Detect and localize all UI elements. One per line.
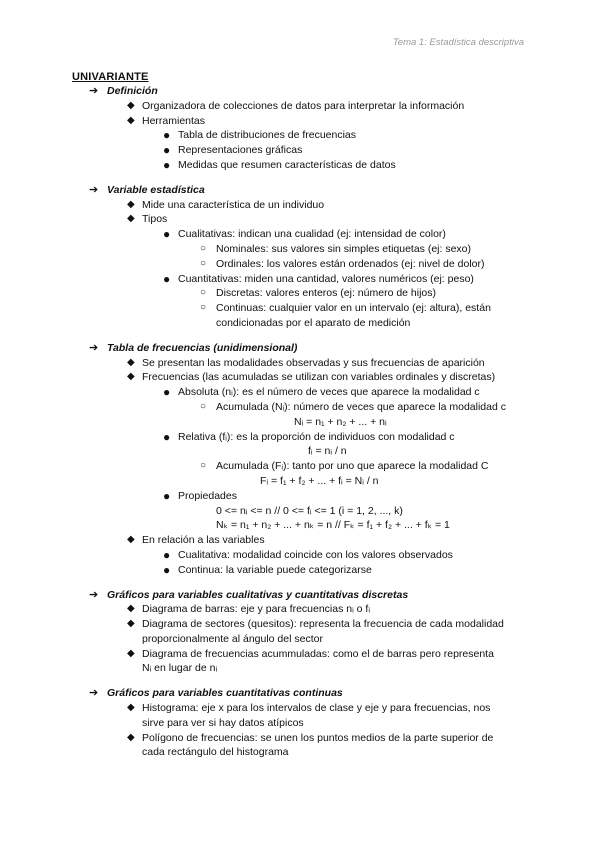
diamond-icon: ◆ — [127, 99, 135, 111]
bullet-icon: ● — [163, 385, 171, 400]
bullet-icon: ● — [163, 562, 171, 577]
list-item: ● Continua: la variable puede categorizarse — [163, 562, 372, 577]
section-graficos-cualitativas — [72, 588, 532, 603]
list-item-continuation: cada rectángulo del histograma — [142, 746, 289, 759]
arrow-icon: ➔ — [89, 85, 99, 97]
arrow-icon: ➔ — [89, 687, 99, 700]
circle-icon: ○ — [200, 242, 207, 254]
diamond-icon: ◆ — [127, 603, 135, 615]
list-item: ● Cualitativas: indican una cualidad (ej: intensidad de color) — [163, 227, 446, 242]
diamond-icon: ◆ — [127, 618, 135, 630]
list-item: ◆ Herramientas — [127, 114, 206, 127]
list-item: ◆ Diagrama de frecuencias acummuladas: como el de barras pero representa — [127, 647, 494, 660]
bullet-icon: ● — [163, 143, 171, 158]
circle-icon: ○ — [200, 460, 207, 472]
list-item-continuation: condicionadas por el aparato de medición — [216, 316, 411, 329]
formula-relativa: fᵢ = nᵢ / n — [308, 445, 347, 458]
diamond-icon: ◆ — [127, 198, 135, 210]
list-item: ● Propiedades — [163, 488, 237, 503]
list-item: ● Absoluta (nᵢ): es el número de veces que aparece la modalidad c — [163, 385, 480, 400]
circle-icon: ○ — [200, 302, 207, 314]
list-item: ○ Acumulada (Nᵢ): número de veces que aparece la modalidad c — [200, 400, 506, 413]
list-item: ◆ Histograma: eje x para los intervalos de clase y eje y para frecuencias, nos — [127, 702, 491, 715]
formula-acumulada-absoluta: Nᵢ = n₁ + n₂ + ... + nᵢ — [294, 415, 387, 428]
formula-propiedad-1: 0 <= nᵢ <= n // 0 <= fᵢ <= 1 (i = 1, 2, ..., k) — [216, 504, 403, 517]
document-body — [72, 70, 532, 760]
bullet-icon: ● — [163, 227, 171, 242]
list-item: ◆ Diagrama de barras: eje y para frecuencias nᵢ o fᵢ — [127, 603, 371, 616]
arrow-icon: ➔ — [89, 183, 99, 196]
formula-acumulada-relativa: Fᵢ = f₁ + f₂ + ... + fᵢ = Nᵢ / n — [260, 474, 379, 487]
list-item: ◆ Frecuencias (las acumuladas se utilizan con variables ordinales y discretas) — [127, 371, 496, 384]
arrow-icon: ➔ — [89, 588, 99, 601]
list-item: ◆ Polígono de frecuencias: se unen los puntos medios de la parte superior de — [127, 731, 494, 744]
list-item: ● Cualitativa: modalidad coincide con los valores observados — [163, 547, 453, 562]
diamond-icon: ◆ — [127, 534, 135, 546]
list-item: ◆ Mide una característica de un individuo — [127, 198, 325, 211]
list-item: ● Relativa (fᵢ): es la proporción de individuos con modalidad c — [163, 429, 455, 444]
bullet-icon: ● — [163, 547, 171, 562]
section-definicion — [72, 84, 532, 99]
circle-icon: ○ — [200, 400, 207, 412]
diamond-icon: ◆ — [127, 356, 135, 368]
bullet-icon: ● — [163, 128, 171, 143]
list-item: ◆ Tipos — [127, 213, 168, 226]
bullet-icon: ● — [163, 488, 171, 503]
section-title-variable: Variable estadística — [107, 183, 205, 196]
section-title-tabla: Tabla de frecuencias (unidimensional) — [107, 341, 298, 354]
section-title-definicion: Definición — [107, 85, 158, 97]
diamond-icon: ◆ — [127, 702, 135, 714]
list-item: ◆ Diagrama de sectores (quesitos): representa la frecuencia de cada modalidad — [127, 618, 504, 631]
list-item: ○ Continuas: cualquier valor en un intervalo (ej: altura), están — [200, 302, 491, 315]
diamond-icon: ◆ — [127, 371, 135, 383]
main-title: UNIVARIANTE — [72, 71, 149, 83]
list-item: ● Medidas que resumen características de datos — [163, 157, 396, 172]
section-tabla — [72, 341, 532, 356]
list-item-continuation: Nᵢ en lugar de nᵢ — [142, 662, 218, 675]
diamond-icon: ◆ — [127, 731, 135, 743]
diamond-icon: ◆ — [127, 114, 135, 126]
circle-icon: ○ — [200, 287, 207, 299]
section-variable — [72, 183, 532, 198]
list-item-continuation: proporcionalmente al ángulo del sector — [142, 632, 323, 645]
diamond-icon: ◆ — [127, 213, 135, 225]
list-item: ● Representaciones gráficas — [163, 143, 303, 158]
diamond-icon: ◆ — [127, 647, 135, 659]
list-item: ◆ Se presentan las modalidades observadas y sus frecuencias de aparición — [127, 356, 485, 369]
section-graficos-continuas — [72, 686, 532, 701]
list-item: ○ Nominales: sus valores sin simples etiquetas (ej: sexo) — [200, 242, 472, 255]
page-header-topic: Tema 1: Estadística descriptiva — [392, 37, 524, 48]
formula-propiedad-2: Nₖ = n₁ + n₂ + ... + nₖ = n // Fₖ = f₁ + f₂ + ... + fₖ = 1 — [216, 519, 450, 532]
list-item: ○ Ordinales: los valores están ordenados (ej: nivel de dolor) — [200, 257, 485, 270]
list-item-continuation: sirve para ver si hay datos atípicos — [142, 716, 304, 729]
list-item: ◆ En relación a las variables — [127, 534, 265, 547]
section-title-graficos-cualitativas: Gráficos para variables cualitativas y cuantitativas discretas — [107, 588, 409, 601]
list-item: ◆ Organizadora de colecciones de datos para interpretar la información — [127, 99, 465, 112]
arrow-icon: ➔ — [89, 341, 99, 354]
bullet-icon: ● — [163, 271, 171, 286]
list-item: ● Tabla de distribuciones de frecuencias — [163, 128, 357, 143]
bullet-icon: ● — [163, 429, 171, 444]
list-item: ○ Discretas: valores enteros (ej: número de hijos) — [200, 287, 437, 300]
section-title-graficos-continuas: Gráficos para variables cuantitativas continuas — [107, 687, 343, 700]
circle-icon: ○ — [200, 257, 207, 269]
list-item: ○ Acumulada (Fᵢ): tanto por uno que aparece la modalidad C — [200, 460, 489, 473]
bullet-icon: ● — [163, 157, 171, 172]
list-item: ● Cuantitativas: miden una cantidad, valores numéricos (ej: peso) — [163, 271, 474, 286]
